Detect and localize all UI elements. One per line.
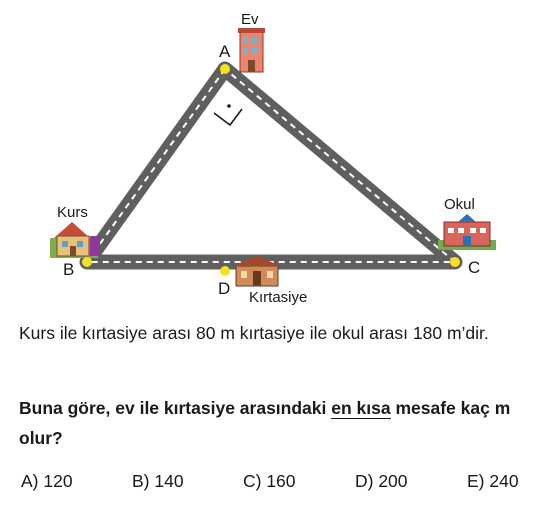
question-underlined-phrase: en kısa [331, 398, 391, 418]
point-c-label: C [468, 258, 481, 277]
option-b[interactable]: B) 140 [132, 471, 184, 491]
point-d-marker [220, 266, 230, 276]
road-triangle [87, 69, 455, 262]
place-label-course: Kurs [57, 204, 88, 221]
school-building-icon [438, 214, 496, 250]
option-c[interactable]: C) 160 [243, 471, 296, 491]
question-text-after: mesafe kaç m olur? [19, 398, 511, 448]
option-a[interactable]: A) 120 [21, 471, 73, 491]
option-e[interactable]: E) 240 [467, 471, 519, 491]
point-b-marker [82, 257, 92, 267]
right-angle-mark [214, 104, 242, 125]
point-a-marker [220, 64, 230, 74]
place-label-stationery: Kırtasiye [249, 289, 308, 306]
answer-options [0, 471, 547, 497]
question-text-before: Buna göre, ev ile kırtasiye arasındaki [19, 398, 332, 418]
question-text [19, 393, 531, 453]
road-network [87, 69, 455, 262]
place-label-school: Okul [444, 196, 475, 213]
point-a-label: A [219, 42, 231, 61]
place-label-home: Ev [241, 11, 259, 28]
point-c-marker [450, 257, 460, 267]
point-d-label: D [218, 279, 231, 298]
vertex-points [82, 64, 460, 276]
point-b-label: B [63, 260, 75, 279]
course-building-icon [50, 222, 100, 258]
problem-statement: Kurs ile kırtasiye arası 80 m kırtasiye ile okul arası 180 m’dir. [19, 323, 489, 343]
option-d[interactable]: D) 200 [355, 471, 408, 491]
house-building-icon [238, 28, 265, 72]
